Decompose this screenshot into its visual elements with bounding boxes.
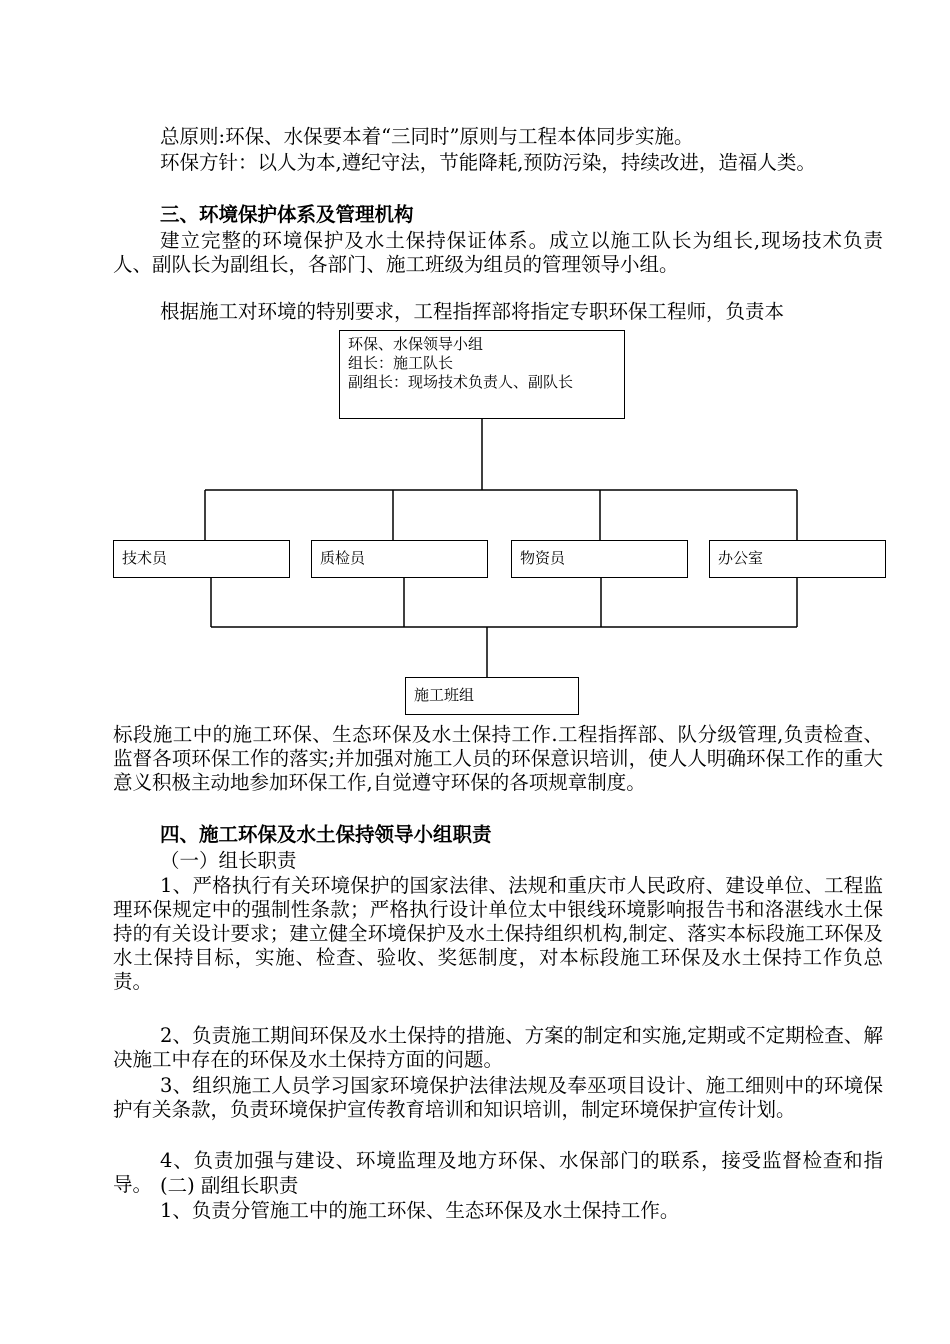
paragraph-item-5: 1、负责分管施工中的施工环保、生态环保及水土保持工作。 bbox=[160, 1199, 680, 1222]
org-top-title: 环保、水保领导小组 bbox=[348, 335, 484, 353]
heading-section-3: 三、环境保护体系及管理机构 bbox=[160, 203, 414, 226]
org-dept-label: 办公室 bbox=[718, 549, 764, 567]
org-dept-box bbox=[311, 540, 488, 578]
org-dept-box bbox=[709, 540, 886, 578]
subheading-leader-duties: （一）组长职责 bbox=[160, 849, 297, 872]
org-dept-label: 物资员 bbox=[520, 549, 566, 567]
org-bottom-label: 施工班组 bbox=[414, 686, 475, 704]
paragraph-engineer-cont: 标段施工中的施工环保、生态环保及水土保持工作.工程指挥部、队分级管理,负责检查、监督各项环保工作的落实;并加强对施工人员的环保意识培训，使人人明确环保工作的重大意义积极主动地参加环保工作,自觉遵守环保的各项规章制度。 bbox=[113, 723, 883, 794]
org-dept-box bbox=[511, 540, 688, 578]
subheading-deputy-duties: (二) 副组长职责 bbox=[160, 1174, 299, 1197]
org-top-deputy: 副组长：现场技术负责人、副队长 bbox=[348, 373, 574, 391]
paragraph-item-4: 4、负责加强与建设、环境监理及地方环保、水保部门的联系，接受监督检查和指导。 bbox=[113, 1149, 883, 1196]
org-bottom-box bbox=[405, 677, 579, 715]
paragraph-item-1: 1、严格执行有关环境保护的国家法律、法规和重庆市人民政府、建设单位、工程监理环保规定中的强制性条款；严格执行设计单位太中银线环境影响报告书和洛湛线水土保持的有关设计要求；建立健全环境保护及水土保持组织机构,制定、落实本标段施工环保及水土保持目标，实施、检查、验收、奖惩制度，对本标段施工环保及水土保持工作负总责。 bbox=[113, 874, 883, 993]
paragraph-item-3: 3、组织施工人员学习国家环境保护法律法规及奉巫项目设计、施工细则中的环境保护有关条款，负责环境保护宣传教育培训和知识培训，制定环境保护宣传计划。 bbox=[113, 1074, 883, 1121]
heading-section-4: 四、施工环保及水土保持领导小组职责 bbox=[160, 823, 492, 846]
paragraph-principle: 总原则:环保、水保要本着“三同时”原则与工程本体同步实施。 bbox=[160, 125, 694, 148]
org-dept-box bbox=[113, 540, 290, 578]
paragraph-policy: 环保方针：以人为本,遵纪守法，节能降耗,预防污染，持续改进，造福人类。 bbox=[160, 151, 816, 174]
paragraph-item-2: 2、负责施工期间环保及水土保持的措施、方案的制定和实施,定期或不定期检查、解决施工中存在的环保及水土保持方面的问题。 bbox=[113, 1024, 883, 1071]
org-top-leader: 组长：施工队长 bbox=[348, 354, 454, 372]
org-top-box bbox=[339, 330, 625, 419]
org-dept-label: 质检员 bbox=[320, 549, 366, 567]
paragraph-system: 建立完整的环境保护及水土保持保证体系。成立以施工队长为组长,现场技术负责人、副队长为副组长，各部门、施工班级为组员的管理领导小组。 bbox=[113, 229, 883, 276]
org-dept-label: 技术员 bbox=[122, 549, 168, 567]
paragraph-engineer-start: 根据施工对环境的特别要求，工程指挥部将指定专职环保工程师，负责本 bbox=[160, 300, 785, 323]
